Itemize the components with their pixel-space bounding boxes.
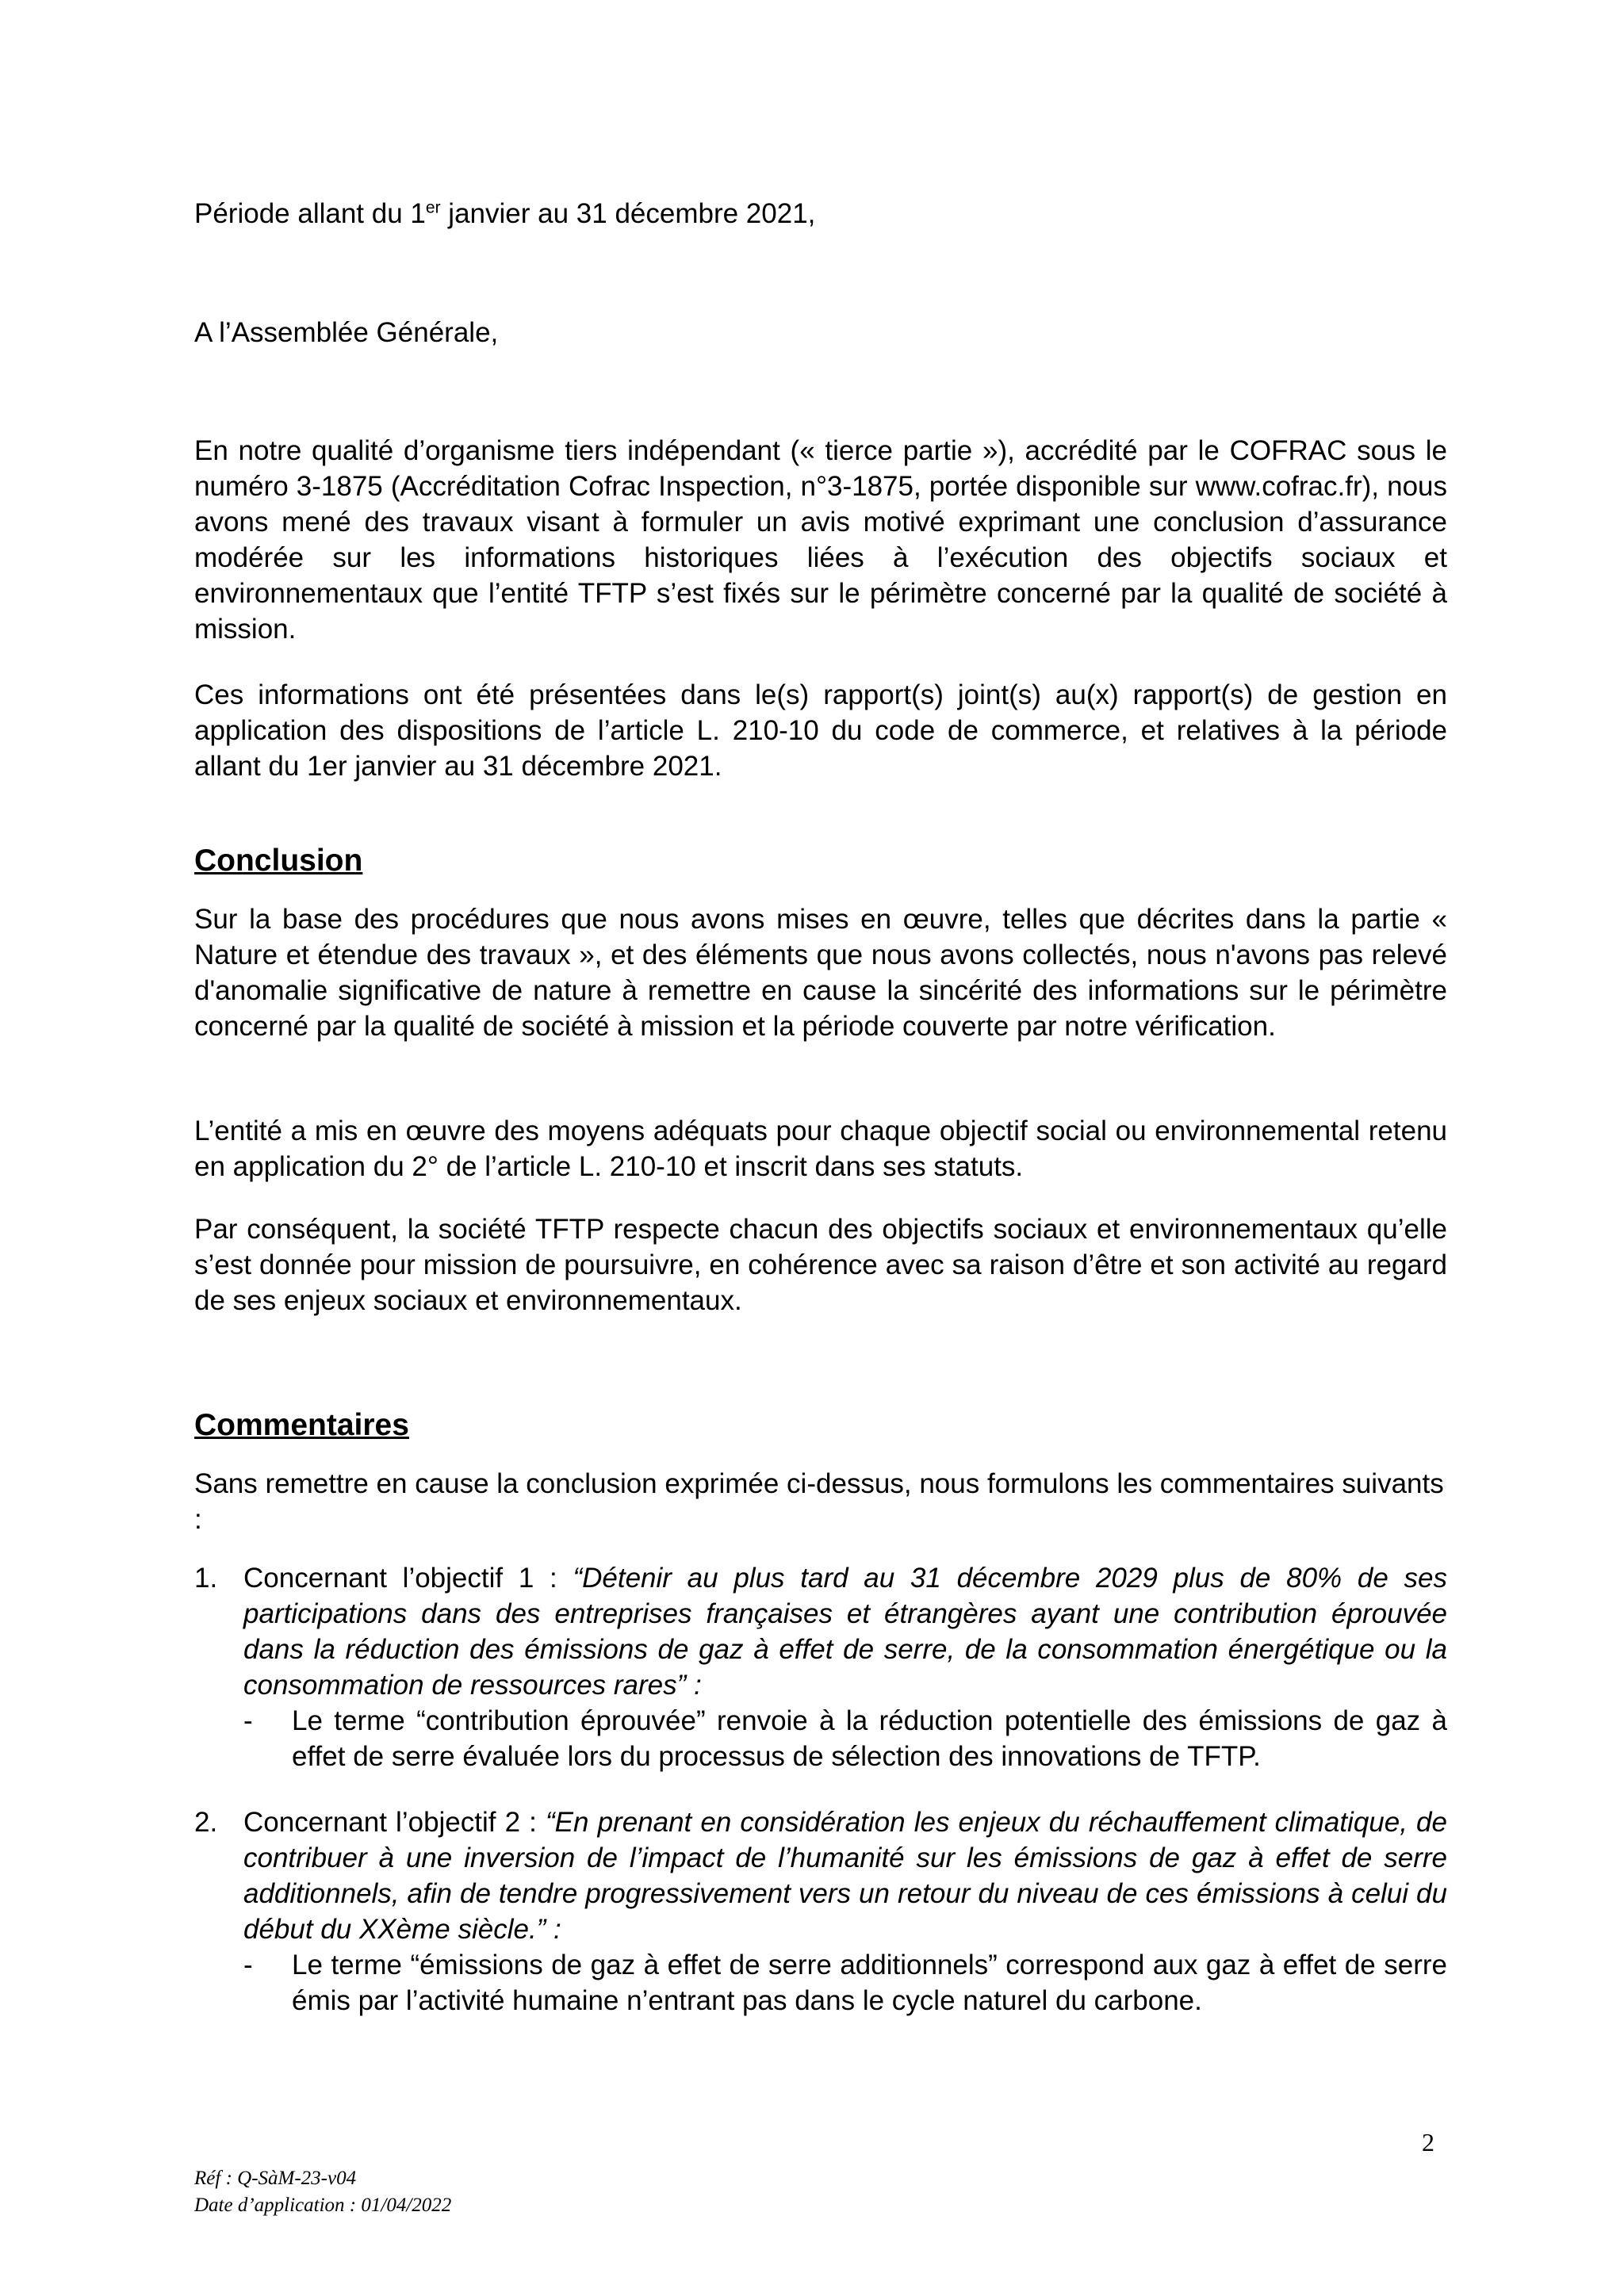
objective-quote: “Détenir au plus tard au 31 décembre 2029 plus de 80% de ses participations dans des entreprises françaises et étrangères ayant une contribution éprouvée dans la réduction des émissions de gaz à effet de serre, de la consommation énergétique ou la consommation de ressources rares” : bbox=[243, 1563, 1447, 1701]
conclusion-paragraph-3: Par conséquent, la société TFTP respecte chacun des objectifs sociaux et environnementaux qu’elle s’est donnée pour mission de poursuivre, en cohérence avec sa raison d’être et son activité au regard de ses enjeux sociaux et environnementaux. bbox=[194, 1214, 1447, 1316]
salutation: A l’Assemblée Générale, bbox=[194, 317, 499, 348]
commentaires-heading: Commentaires bbox=[194, 1408, 409, 1442]
page-number: 2 bbox=[1422, 2128, 1434, 2156]
list-item-number: 1. bbox=[194, 1563, 218, 1594]
conclusion-heading: Conclusion bbox=[194, 844, 363, 878]
list-item-number: 2. bbox=[194, 1807, 218, 1838]
dash-bullet: - bbox=[243, 1950, 253, 1980]
sub-item-text: Le terme “contribution éprouvée” renvoie à la réduction potentielle des émissions de gaz à effet de serre évaluée lors du processus de sélection des innovations de TFTP. bbox=[292, 1705, 1447, 1772]
sub-item bbox=[194, 1947, 1447, 2019]
period-prefix: Période allant du 1 bbox=[194, 198, 426, 229]
objective-quote: “En prenant en considération les enjeux du réchauffement climatique, de contribuer à une inversion de l’impact de l’humanité sur les émissions de gaz à effet de serre additionnels, afin de tendre progressivement vers un retour du niveau de ces émissions à celui du début du XXème siècle.” : bbox=[243, 1807, 1447, 1945]
conclusion-paragraph-2: L’entité a mis en œuvre des moyens adéquats pour chaque objectif social ou environnemental retenu en application du 2° de l’article L. 210-10 et inscrit dans ses statuts. bbox=[194, 1115, 1447, 1182]
commentaires-list bbox=[194, 1560, 1447, 1774]
list-item-lead: Concernant l’objectif 1 : bbox=[243, 1563, 573, 1594]
period-rest: janvier au 31 décembre 2021, bbox=[440, 198, 816, 229]
commentaires-intro: Sans remettre en cause la conclusion exprimée ci-dessus, nous formulons les commentaires suivants : bbox=[194, 1468, 1444, 1535]
commentaires-list-2 bbox=[194, 1804, 1447, 2019]
list-item-lead: Concernant l’objectif 2 : bbox=[243, 1807, 546, 1838]
dash-bullet: - bbox=[243, 1705, 253, 1736]
list-item bbox=[194, 1560, 1447, 1703]
list-item bbox=[194, 1804, 1447, 1947]
intro-paragraph-1: En notre qualité d’organisme tiers indépendant (« tierce partie »), accrédité par le COFRAC sous le numéro 3-1875 (Accréditation Cofrac Inspection, n°3-1875, portée disponible sur www.cofrac.fr), nous avons mené des travaux visant à formuler un avis motivé exprimant une conclusion d’assurance modérée sur les informations historiques liées à l’exécution des objectifs sociaux et environnementaux que l’entité TFTP s’est fixés sur le périmètre concerné par la qualité de société à mission. bbox=[194, 435, 1447, 645]
footer-reference: Réf : Q-SàM-23-v04 bbox=[194, 2168, 357, 2189]
period-line bbox=[194, 196, 1447, 232]
sub-item-text: Le terme “émissions de gaz à effet de serre additionnels” correspond aux gaz à effet de serre émis par l’activité humaine n’entrant pas dans le cycle naturel du carbone. bbox=[292, 1950, 1447, 2016]
sub-item bbox=[194, 1703, 1447, 1774]
intro-paragraph-2: Ces informations ont été présentées dans le(s) rapport(s) joint(s) au(x) rapport(s) de gestion en application des dispositions de l’article L. 210-10 du code de commerce, et relatives à la période allant du 1er janvier au 31 décembre 2021. bbox=[194, 679, 1447, 782]
conclusion-paragraph-1: Sur la base des procédures que nous avons mises en œuvre, telles que décrites dans la partie « Nature et étendue des travaux », et des éléments que nous avons collectés, nous n'avons pas relevé d'anomalie significative de nature à remettre en cause la sincérité des informations sur le périmètre concerné par la qualité de société à mission et la période couverte par notre vérification. bbox=[194, 904, 1447, 1042]
footer-date: Date d’application : 01/04/2022 bbox=[194, 2195, 452, 2216]
period-superscript: er bbox=[425, 198, 441, 217]
